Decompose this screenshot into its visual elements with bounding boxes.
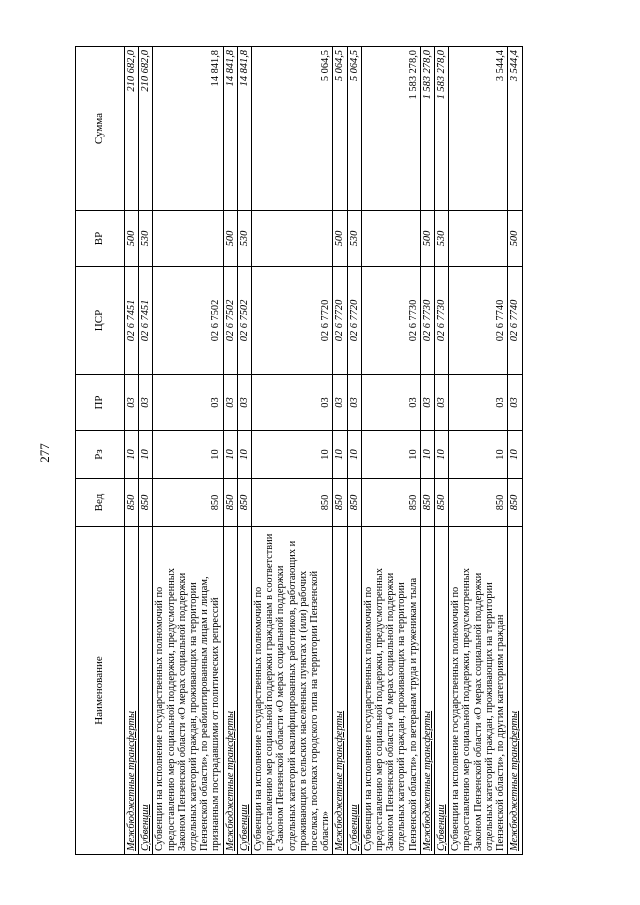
- cell-rz: 10: [153, 431, 223, 479]
- cell-ved: 850: [420, 479, 434, 527]
- cell-vr: 500: [223, 211, 237, 267]
- table-row: [333, 47, 347, 855]
- cell-sum: 5 064,5: [252, 47, 333, 211]
- header-vr: ВР: [76, 211, 125, 267]
- cell-pr: 03: [139, 375, 153, 431]
- cell-sum: 210 682,0: [139, 47, 153, 211]
- cell-sum: 3 544,4: [508, 47, 522, 211]
- cell-ved: 850: [237, 479, 251, 527]
- header-rz: Рз: [76, 431, 125, 479]
- table-row: [125, 47, 139, 855]
- cell-name: Межбюджетные трансферты: [333, 527, 347, 855]
- cell-ved: 850: [125, 479, 139, 527]
- cell-ved: 850: [449, 479, 508, 527]
- table-row: [223, 47, 237, 855]
- cell-vr: 530: [237, 211, 251, 267]
- header-csr: ЦСР: [76, 267, 125, 375]
- cell-ved: 850: [347, 479, 361, 527]
- cell-vr: 500: [333, 211, 347, 267]
- cell-name: Межбюджетные трансферты: [508, 527, 522, 855]
- table-row: [420, 47, 434, 855]
- cell-name: Субвенции на исполнение государственных полномочий по предоставлению мер социальной поддержки, предусмотренных Законом Пензенской области «О мерах социальной поддержки отдельных категорий граждан, проживающих на территории Пензенской области», по ветеранам труда и труженикам тыла: [361, 527, 420, 855]
- cell-ved: 850: [153, 479, 223, 527]
- cell-vr: [153, 211, 223, 267]
- cell-rz: 10: [223, 431, 237, 479]
- cell-vr: [252, 211, 333, 267]
- cell-rz: 10: [508, 431, 522, 479]
- cell-sum: 5 064,5: [333, 47, 347, 211]
- cell-csr: 02 6 7730: [420, 267, 434, 375]
- rotated-table-container: [75, 47, 571, 855]
- cell-ved: 850: [435, 479, 449, 527]
- cell-csr: 02 6 7451: [125, 267, 139, 375]
- cell-vr: [449, 211, 508, 267]
- cell-name: Субвенции на исполнение государственных полномочий по предоставлению мер социальной поддержки, предусмотренных Законом Пензенской области «О мерах социальной поддержки отдельных категорий граждан, проживающих на территории Пензенской области», по другим категориям граждан: [449, 527, 508, 855]
- cell-sum: 3 544,4: [449, 47, 508, 211]
- cell-sum: 14 841,8: [153, 47, 223, 211]
- page-number: 277: [37, 443, 52, 463]
- table-header-row: [76, 47, 125, 855]
- cell-pr: 03: [125, 375, 139, 431]
- cell-sum: 5 064,5: [347, 47, 361, 211]
- cell-name: Субвенции на исполнение государственных полномочий по предоставлению мер социальной поддержки гражданам в соответствии с Законом Пензенской области «О мерах социальной поддержки отдельных категорий квалифицированных работников, работающих и проживающих в сельских населенных пунктах и (или) рабочих поселках, поселках городского типа на территории Пензенской области»: [252, 527, 333, 855]
- cell-name: Межбюджетные трансферты: [223, 527, 237, 855]
- table-row: [153, 47, 223, 855]
- table-row: [139, 47, 153, 855]
- table-row: [449, 47, 508, 855]
- cell-csr: 02 6 7720: [333, 267, 347, 375]
- cell-pr: 03: [508, 375, 522, 431]
- cell-vr: 530: [139, 211, 153, 267]
- cell-rz: 10: [252, 431, 333, 479]
- cell-pr: 03: [435, 375, 449, 431]
- cell-rz: 10: [449, 431, 508, 479]
- table-row: [508, 47, 522, 855]
- cell-pr: 03: [420, 375, 434, 431]
- cell-csr: 02 6 7502: [237, 267, 251, 375]
- cell-ved: 850: [333, 479, 347, 527]
- cell-csr: 02 6 7451: [139, 267, 153, 375]
- cell-rz: 10: [139, 431, 153, 479]
- table-row: [435, 47, 449, 855]
- header-name: Наименование: [76, 527, 125, 855]
- cell-pr: 03: [361, 375, 420, 431]
- cell-csr: 02 6 7730: [361, 267, 420, 375]
- cell-vr: 530: [347, 211, 361, 267]
- cell-sum: 210 682,0: [125, 47, 139, 211]
- cell-vr: 500: [125, 211, 139, 267]
- cell-name: Субвенции: [139, 527, 153, 855]
- cell-ved: 850: [508, 479, 522, 527]
- cell-sum: 1 583 278,0: [435, 47, 449, 211]
- cell-ved: 850: [139, 479, 153, 527]
- table-row: [237, 47, 251, 855]
- cell-rz: 10: [347, 431, 361, 479]
- cell-name: Межбюджетные трансферты: [125, 527, 139, 855]
- cell-rz: 10: [125, 431, 139, 479]
- cell-pr: 03: [347, 375, 361, 431]
- header-ved: Вед: [76, 479, 125, 527]
- cell-csr: 02 6 7740: [508, 267, 522, 375]
- cell-name: Субвенции: [347, 527, 361, 855]
- cell-rz: 10: [420, 431, 434, 479]
- cell-csr: 02 6 7720: [252, 267, 333, 375]
- table-row: [361, 47, 420, 855]
- cell-pr: 03: [153, 375, 223, 431]
- cell-name: Субвенции: [237, 527, 251, 855]
- cell-ved: 850: [361, 479, 420, 527]
- cell-csr: 02 6 7502: [153, 267, 223, 375]
- cell-rz: 10: [435, 431, 449, 479]
- cell-vr: 530: [435, 211, 449, 267]
- cell-pr: 03: [333, 375, 347, 431]
- cell-ved: 850: [252, 479, 333, 527]
- cell-csr: 02 6 7740: [449, 267, 508, 375]
- cell-sum: 14 841,8: [237, 47, 251, 211]
- cell-rz: 10: [237, 431, 251, 479]
- cell-vr: 500: [508, 211, 522, 267]
- cell-sum: 1 583 278,0: [420, 47, 434, 211]
- cell-sum: 14 841,8: [223, 47, 237, 211]
- table-row: [347, 47, 361, 855]
- header-sum: Сумма: [76, 47, 125, 211]
- cell-vr: [361, 211, 420, 267]
- cell-rz: 10: [361, 431, 420, 479]
- cell-ved: 850: [223, 479, 237, 527]
- cell-csr: 02 6 7730: [435, 267, 449, 375]
- cell-pr: 03: [223, 375, 237, 431]
- cell-name: Межбюджетные трансферты: [420, 527, 434, 855]
- cell-name: Субвенции: [435, 527, 449, 855]
- cell-rz: 10: [333, 431, 347, 479]
- table-row: [252, 47, 333, 855]
- header-pr: ПР: [76, 375, 125, 431]
- cell-name: Субвенции на исполнение государственных полномочий по предоставлению мер социальной поддержки, предусмотренных Законом Пензенской области «О мерах социальной поддержки отдельных категорий граждан, проживающих на территории Пензенской области», по реабилитированным лицам и лицам, признанным пострадавшими от политических репрессий: [153, 527, 223, 855]
- cell-vr: 500: [420, 211, 434, 267]
- cell-pr: 03: [449, 375, 508, 431]
- table-body: [125, 47, 523, 855]
- budget-table: [75, 46, 523, 855]
- cell-pr: 03: [237, 375, 251, 431]
- cell-pr: 03: [252, 375, 333, 431]
- cell-csr: 02 6 7720: [347, 267, 361, 375]
- cell-csr: 02 6 7502: [223, 267, 237, 375]
- cell-sum: 1 583 278,0: [361, 47, 420, 211]
